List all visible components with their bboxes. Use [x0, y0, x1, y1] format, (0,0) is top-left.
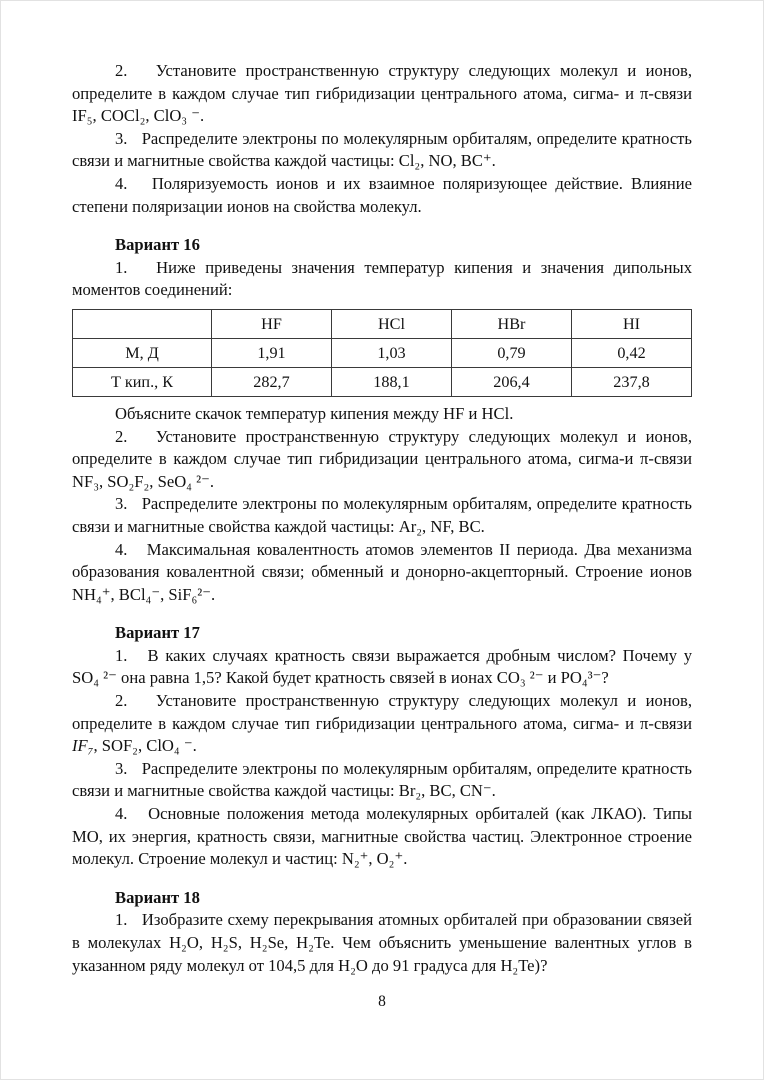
- variant-17-item-3: 3. Распределите электроны по молекулярным орбиталям, определите кратность связи и магнитные свойства каждой частицы: Br₂, BC, CN⁻.: [72, 758, 692, 801]
- variant-16-item-1: 1. Ниже приведены значения температур кипения и значения дипольных моментов соединений:: [72, 257, 692, 300]
- table-cell: 1,03: [331, 338, 451, 367]
- text-segment: 2. Установите пространственную структуру следующих молекул и ионов, определите в каждом случае тип гибридизации центрального атома, сигма- и π-связи: [72, 691, 692, 733]
- variant-18-heading: Вариант 18: [115, 887, 200, 907]
- table-cell: HI: [571, 309, 691, 338]
- table-cell: HF: [211, 309, 331, 338]
- table-cell: HCl: [331, 309, 451, 338]
- table-row: [73, 367, 692, 396]
- table-cell: 0,79: [451, 338, 571, 367]
- table-cell: 188,1: [331, 367, 451, 396]
- table-cell: Т кип., К: [73, 367, 212, 396]
- table-cell: М, Д: [73, 338, 212, 367]
- table-cell: [73, 309, 212, 338]
- list-item-2: 2. Установите пространственную структуру следующих молекул и ионов, определите в каждом случае тип гибридизации центрального атома, сигма- и π-связи IF₅, COCl₂, ClO₃ ⁻.: [72, 61, 692, 126]
- table-cell: 206,4: [451, 367, 571, 396]
- variant-16-item-2: 2. Установите пространственную структуру следующих молекул и ионов, определите в каждом случае тип гибридизации центрального атома, сигма-и π-связи NF₃, SO₂F₂, SeO₄ ²⁻.: [72, 426, 692, 491]
- variant-18-item-1: 1. Изобразите схему перекрывания атомных орбиталей при образовании связей в молекулах H₂O, H₂S, H₂Se, H₂Te. Чем объяснить уменьшение валентных углов в указанном ряду молекул от 104,5 для H₂O до 91 градуса для H₂Te)?: [72, 910, 692, 975]
- variant-17-heading: Вариант 17: [115, 623, 200, 643]
- formula-italic: IF₇: [72, 736, 94, 756]
- variant-16-item-3: 3. Распределите электроны по молекулярным орбиталям, определите кратность связи и магнитные свойства каждой частицы: Ar₂, NF, BC.: [72, 494, 692, 536]
- variant-17-item-1: 1. В каких случаях кратность связи выражается дробным числом? Почему у SO₄ ²⁻ она равна 1,5? Какой будет кратность связей в ионах CO₃ ²⁻ и PO₄³⁻?: [72, 645, 692, 688]
- table-header-row: [73, 309, 692, 338]
- variant-17-item-4: 4. Основные положения метода молекулярных орбиталей (как ЛКАО). Типы МО, их энергия, кратность связи, магнитные свойства частиц. Электронное строение молекул. Строение молекул и частиц: N₂⁺, O₂⁺.: [72, 804, 692, 869]
- table-row: [73, 338, 692, 367]
- page-number: 8: [378, 993, 386, 1010]
- table-cell: 282,7: [211, 367, 331, 396]
- variant-16-explain-note: Объясните скачок температур кипения между HF и HCl.: [115, 403, 514, 423]
- table-cell: HBr: [451, 309, 571, 338]
- variant-16-heading: Вариант 16: [115, 235, 200, 255]
- table-cell: 0,42: [571, 338, 691, 367]
- boiling-point-table: [72, 309, 692, 397]
- variant-17-item-2: [72, 690, 692, 758]
- variant-16-item-4: 4. Максимальная ковалентность атомов элементов II периода. Два механизма образования ковалентной связи; обменный и донорно-акцепторный. Строение ионов NH₄⁺, BCl₄⁻, SiF₆²⁻.: [72, 539, 692, 604]
- list-item-3: 3. Распределите электроны по молекулярным орбиталям, определите кратность связи и магнитные свойства каждой частицы: Cl₂, NO, BC⁺.: [72, 128, 692, 171]
- table-cell: 237,8: [571, 367, 691, 396]
- text-segment: , SOF₂, ClO₄ ⁻.: [93, 736, 197, 756]
- list-item-4: 4. Поляризуемость ионов и их взаимное поляризующее действие. Влияние степени поляризации ионов на свойства молекул.: [72, 173, 692, 216]
- table-cell: 1,91: [211, 338, 331, 367]
